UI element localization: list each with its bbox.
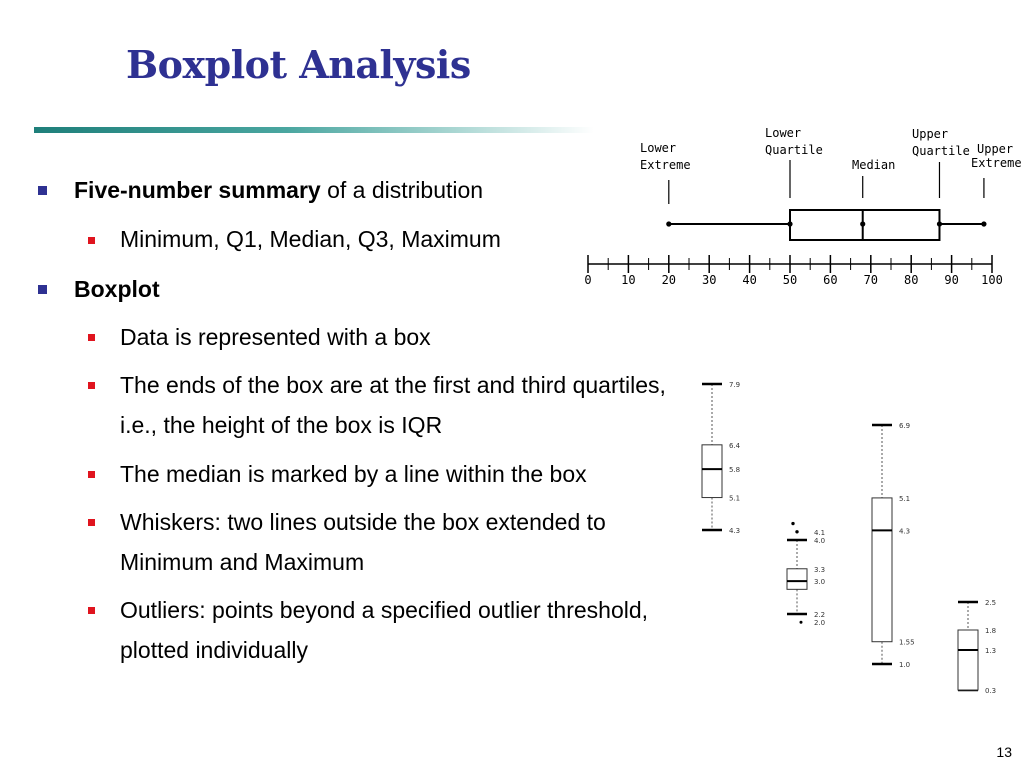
value-label: 1.3 [985, 647, 997, 655]
sub-bullet-marker [88, 382, 95, 389]
value-label: 3.3 [814, 565, 826, 574]
value-label: 7.9 [729, 381, 741, 389]
bullet-marker [38, 186, 47, 195]
sub-bullet-item: Outliers: points beyond a specified outlier threshold, plotted individually [120, 597, 649, 663]
bullet-marker [38, 285, 47, 294]
axis-tick-label: 100 [981, 273, 1003, 287]
label-lower-extreme: Lower [640, 141, 677, 155]
sub-bullet-marker [88, 519, 95, 526]
sub-bullet-item: The median is marked by a line within the box [120, 461, 587, 487]
value-label: 2.2 [814, 611, 826, 619]
value-label: 4.3 [729, 527, 741, 535]
sub-bullet-marker [88, 607, 95, 614]
median-point [860, 221, 865, 226]
label-upper-quartile: Upper [912, 127, 949, 141]
axis-tick-label: 90 [944, 273, 959, 287]
value-label: 4.3 [899, 527, 911, 536]
value-label: 1.55 [899, 638, 915, 647]
axis-tick-label: 10 [621, 273, 636, 287]
sub-bullet-marker [88, 334, 95, 341]
iqr-box [702, 445, 722, 498]
label-lower-extreme: Extreme [640, 158, 691, 172]
iqr-box [872, 498, 892, 642]
example-plot-d [958, 599, 996, 695]
sub-bullet-five-number: Minimum, Q1, Median, Q3, Maximum [120, 226, 501, 252]
axis-tick-label: 60 [823, 273, 838, 287]
example-boxplots [690, 370, 1020, 710]
sub-bullet-item: Data is represented with a box [120, 324, 431, 350]
example-plot-a [702, 381, 741, 535]
value-label: 1.8 [985, 627, 997, 635]
outlier-point [795, 530, 798, 533]
axis-tick-label: 0 [584, 273, 592, 287]
value-label: 6.9 [899, 422, 911, 430]
value-label: 5.1 [899, 494, 911, 503]
value-label: 3.0 [814, 578, 826, 587]
bullet-boxplot: Boxplot [74, 276, 160, 302]
boxplot-diagram [580, 120, 1024, 295]
axis-tick-label: 30 [701, 273, 717, 287]
sub-bullet-item: Whiskers: two lines outside the box extended to Minimum and Maximum [120, 509, 606, 575]
bullet-text: of a distribution [320, 177, 484, 203]
value-label: 4.1 [814, 528, 826, 537]
value-label: 6.4 [729, 441, 741, 450]
q1-point [787, 221, 792, 226]
value-label: 5.8 [729, 466, 741, 475]
value-label: 0.3 [985, 687, 997, 695]
outlier-point [800, 621, 803, 624]
label-upper-quartile: Quartile [912, 144, 970, 158]
value-label: 5.1 [729, 494, 741, 503]
example-plot-b [787, 522, 825, 627]
axis-tick-label: 40 [742, 273, 757, 287]
outlier-point [791, 522, 794, 525]
sub-bullet-item: The ends of the box are at the first and third quartiles, i.e., the height of the box is IQR [120, 372, 666, 438]
value-label: 4.0 [814, 537, 826, 545]
iqr-box [787, 569, 807, 590]
title-divider [34, 127, 594, 133]
iqr-box [958, 630, 978, 690]
page-number: 13 [996, 744, 1012, 760]
example-plot-c [872, 422, 915, 669]
value-label: 2.0 [814, 619, 826, 628]
label-lower-quartile: Lower [765, 126, 802, 140]
max-point [981, 221, 986, 226]
axis-tick-label: 20 [661, 273, 677, 287]
axis-tick-label: 80 [903, 273, 919, 287]
sub-bullet-marker [88, 471, 95, 478]
label-median: Median [852, 158, 896, 172]
label-lower-quartile: Quartile [765, 143, 823, 157]
axis-tick-label: 50 [782, 273, 798, 287]
value-label: 1.0 [899, 661, 911, 669]
axis-tick-label: 70 [863, 273, 879, 287]
q3-point [937, 221, 942, 226]
bullet-five-number [74, 170, 483, 210]
label-upper-extreme: Extreme [971, 156, 1022, 170]
sub-bullet-marker [88, 237, 95, 244]
value-label: 2.5 [985, 599, 997, 607]
label-upper-extreme: Upper [977, 142, 1014, 156]
min-point [666, 221, 671, 226]
slide-title: Boxplot Analysis [126, 42, 471, 87]
bullet-bold-term: Five-number summary [74, 177, 321, 203]
